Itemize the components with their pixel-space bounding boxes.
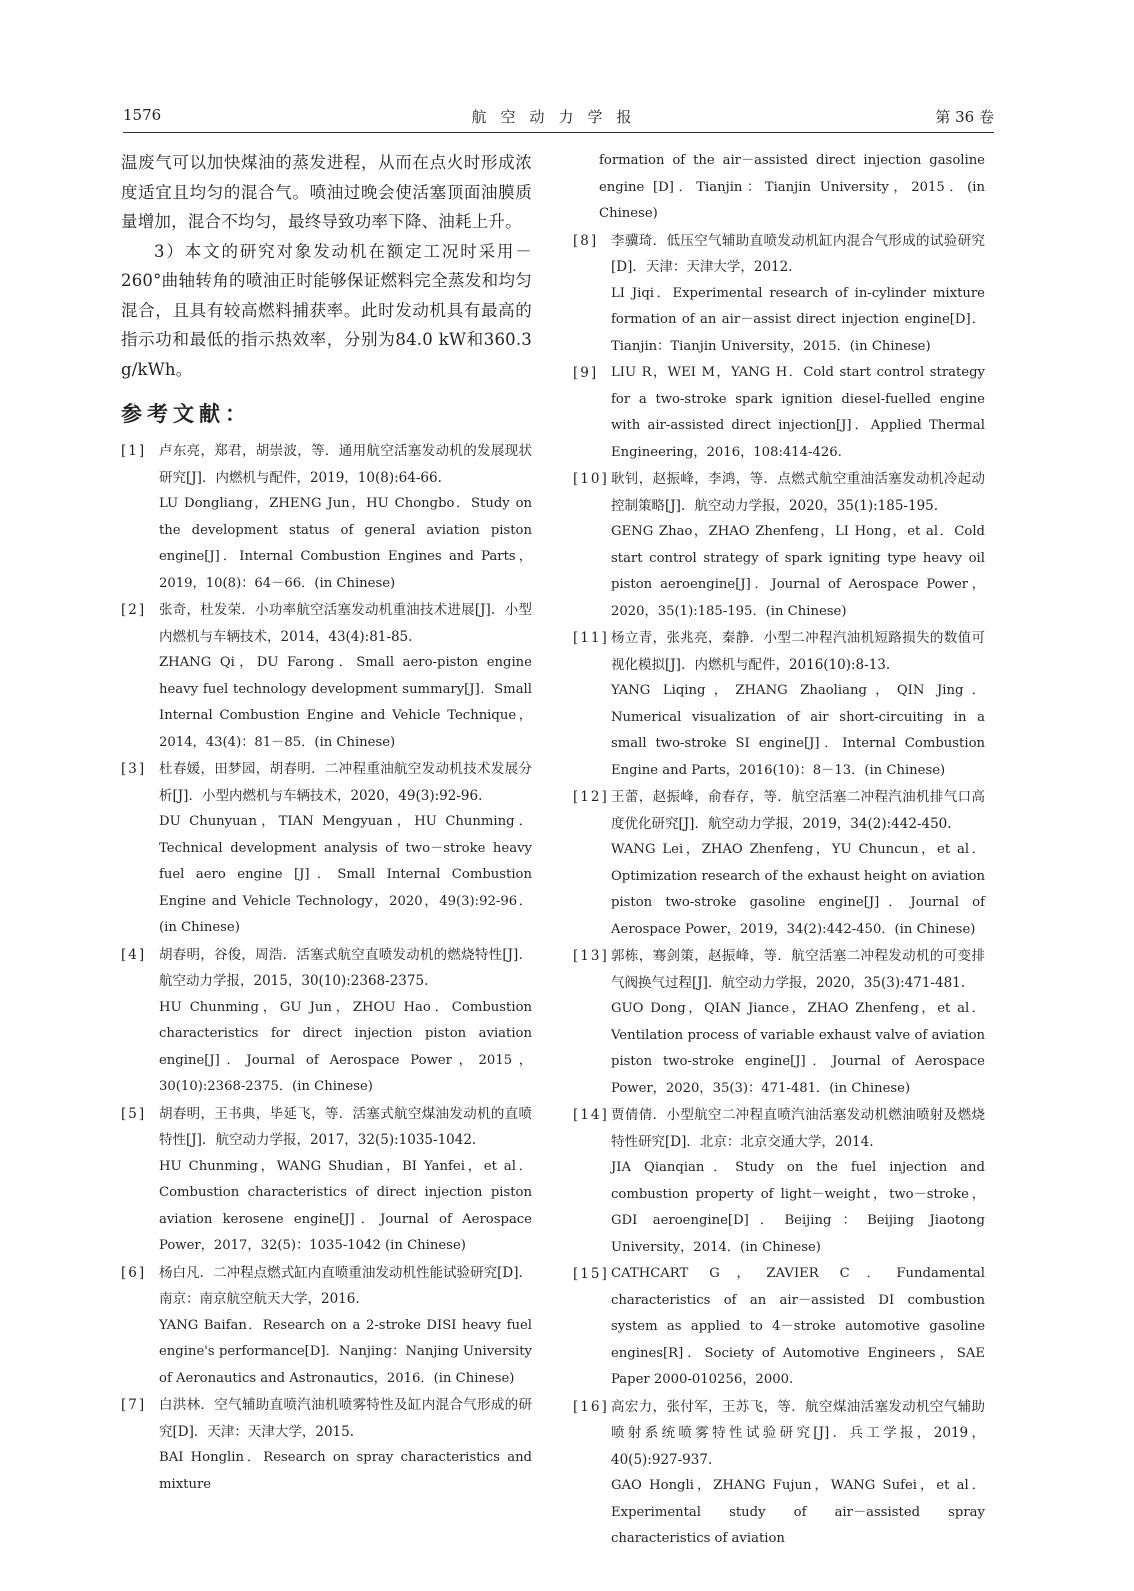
paragraph-2: 3）本文的研究对象发动机在额定工况时采用－260°曲轴转角的喷油正时能够保证燃料完全蒸发和均匀混合，且具有较高燃料捕获率。此时发动机具有最高的指示功和最低的指示热效率，分别为84.0 kW和360.3 g/kWh。 (121, 241, 532, 379)
reference-chinese: 杨立青，张兆亮，秦静．小型二冲程汽油机短路损失的数值可视化模拟[J]．内燃机与配件，2016(10):8-13. (611, 630, 985, 673)
journal-title: 航空动力学报 (471, 108, 646, 126)
reference-item (573, 1261, 985, 1394)
references-list-right (573, 148, 985, 1553)
reference-number: [11] (573, 630, 609, 646)
page-header (123, 102, 994, 133)
reference-english: BAI Honglin．Research on spray characteristics and mixture (159, 1450, 532, 1492)
reference-chinese: 王蕾，赵振峰，俞春存，等．航空活塞二冲程汽油机排气口高度优化研究[J]．航空动力学报，2019，34(2):442-450. (611, 789, 985, 832)
reference-item (121, 756, 532, 942)
reference-english: GENG Zhao，ZHAO Zhenfeng，LI Hong，et al．Cold start control strategy of spark igniting type heavy oil piston aeroengine[J]．Journal of Aerospace Power，2020，35(1):185-195．(in Chinese) (611, 524, 985, 619)
reference-english: DU Chunyuan，TIAN Mengyuan，HU Chunming．Technical development analysis of two－stroke heavy fuel aero engine [J]．Small Internal Combustion Engine and Vehicle Technology，2020，49(3):92-96．(in Chinese) (159, 814, 532, 935)
reference-item (573, 784, 985, 943)
reference-chinese: 高宏力，张付军，王苏飞，等．航空煤油活塞发动机空气辅助喷射系统喷雾特性试验研究[J]．兵工学报，2019，40(5):927-937. (611, 1398, 985, 1468)
references-heading: 参考文献： (121, 402, 251, 426)
reference-chinese: 李骥琦．低压空气辅助直喷发动机缸内混合气形成的试验研究[D]．天津：天津大学，2012. (611, 232, 985, 275)
reference-number: [3] (121, 761, 147, 777)
reference-english: LI Jiqi．Experimental research of in-cylinder mixture formation of an air－assist direct injection engine[D]．Tianjin：Tianjin University，2015．(in Chinese) (611, 285, 985, 354)
reference-item (573, 943, 985, 1102)
reference-item (121, 1260, 532, 1393)
reference-number: [2] (121, 602, 147, 618)
reference-english: YANG Baifan．Research on a 2-stroke DISI heavy fuel engine's performance[D]．Nanjing：Nanjing University of Aeronautics and Astronautics，2016．(in Chinese) (159, 1317, 532, 1386)
reference-number: [16] (573, 1398, 609, 1415)
reference-number: [12] (573, 789, 609, 805)
reference-english: HU Chunming，WANG Shudian，BI Yanfei，et al．Combustion characteristics of direct injection piston aviation kerosene engine[J]．Journal of Aerospace Power，2017，32(5)：1035-1042 (in Chinese) (159, 1158, 532, 1253)
references-list-left (121, 438, 532, 1498)
reference-number: [6] (121, 1264, 147, 1281)
reference-chinese: 杨白凡．二冲程点燃式缸内直喷重油发动机性能试验研究[D]．南京：南京航空航天大学，2016. (159, 1264, 532, 1307)
reference-chinese: 张奇，杜发荣．小功率航空活塞发动机重油技术进展[J]．小型内燃机与车辆技术，2014，43(4):81-85. (159, 602, 532, 645)
reference-english: ZHANG Qi，DU Farong．Small aero-piston engine heavy fuel technology development summary[J]．Small Internal Combustion Engine and Vehicle Technique，2014，43(4)：81－85．(in Chinese) (159, 655, 532, 750)
reference-chinese: 胡春明，谷俊，周浩．活塞式航空直喷发动机的燃烧特性[J]．航空动力学报，2015，30(10):2368-2375. (159, 946, 532, 989)
reference-number: [10] (573, 471, 609, 487)
reference-chinese: 卢东亮，郑君，胡崇波，等．通用航空活塞发动机的发展现状研究[J]．内燃机与配件，2019，10(8):64-66. (159, 443, 532, 486)
reference-english: WANG Lei，ZHAO Zhenfeng，YU Chuncun，et al．Optimization research of the exhaust height on aviation piston two-stroke gasoline engine[J]．Journal of Aerospace Power，2019，34(2):442-450．(in Chinese) (611, 842, 985, 937)
reference-number: [8] (573, 232, 599, 249)
reference-english: CATHCART G，ZAVIER C．Fundamental characteristics of an air－assisted DI combustion system as applied to 4－stroke automotive gasoline engines[R]．Society of Automotive Engineers，SAE Paper 2000-010256，2000. (611, 1266, 985, 1387)
reference-number: [13] (573, 948, 609, 964)
reference-item (573, 148, 985, 228)
reference-chinese: 杜春媛，田梦园，胡春明．二冲程重油航空发动机技术发展分析[J]．小型内燃机与车辆技术，2020，49(3):92-96. (159, 761, 532, 804)
reference-english: LU Dongliang，ZHENG Jun，HU Chongbo．Study on the development status of general aviation piston engine[J]．Internal Combustion Engines and Parts，2019，10(8)：64－66．(in Chinese) (159, 496, 532, 591)
reference-number: [9] (573, 365, 599, 381)
page-number: 1576 (123, 106, 162, 124)
reference-item (121, 1392, 532, 1498)
reference-item (121, 438, 532, 597)
reference-item (573, 1102, 985, 1261)
reference-number: [4] (121, 946, 147, 963)
reference-chinese: 胡春明，王书典，毕延飞，等．活塞式航空煤油发动机的直喷特性[J]．航空动力学报，2017，32(5):1035-1042. (159, 1105, 532, 1148)
reference-item (573, 228, 985, 361)
reference-english: GUO Dong，QIAN Jiance，ZHAO Zhenfeng，et al．Ventilation process of variable exhaust valve of aviation piston two-stroke engine[J]．Journal of Aerospace Power，2020，35(3)：471-481．(in Chinese) (611, 1001, 985, 1096)
reference-chinese: 郭栋，骞剑策，赵振峰，等．航空活塞二冲程发动机的可变排气阀换气过程[J]．航空动力学报，2020，35(3):471-481. (611, 948, 985, 991)
reference-item (121, 597, 532, 756)
body-text (121, 148, 532, 384)
reference-number: [14] (573, 1107, 609, 1123)
reference-english: LIU R，WEI M，YANG H．Cold start control strategy for a two-stroke spark ignition diesel-fuelled engine with air-assisted direct injection[J]．Applied Thermal Engineering，2016，108:414-426. (611, 365, 985, 460)
reference-item (573, 466, 985, 625)
reference-chinese: 白洪林．空气辅助直喷汽油机喷雾特性及缸内混合气形成的研究[D]．天津：天津大学，2015. (159, 1397, 532, 1440)
reference-english: GAO Hongli，ZHANG Fujun，WANG Sufei，et al．Experimental study of air－assisted spray characteristics of aviation (611, 1478, 985, 1546)
reference-english: YANG Liqing，ZHANG Zhaoliang，QIN Jing．Numerical visualization of air short-circuiting in a small two-stroke SI engine[J]．Internal Combustion Engine and Parts，2016(10)：8－13．(in Chinese) (611, 683, 985, 778)
reference-number: [15] (573, 1266, 609, 1282)
reference-english: JIA Qianqian．Study on the fuel injection and combustion property of light－weight，two－stroke，GDI aeroengine[D]．Beijing：Beijing Jiaotong University，2014．(in Chinese) (611, 1160, 985, 1255)
left-column (121, 148, 532, 1498)
reference-chinese: 贾倩倩．小型航空二冲程直喷汽油活塞发动机燃油喷射及燃烧特性研究[D]．北京：北京交通大学，2014. (611, 1107, 985, 1150)
reference-english: formation of the air－assisted direct injection gasoline engine [D]．Tianjin：Tianjin University，2015．(in Chinese) (599, 153, 985, 221)
reference-item (573, 360, 985, 466)
reference-number: [1] (121, 443, 147, 459)
paragraph-1: 温废气可以加快煤油的蒸发进程，从而在点火时形成浓度适宜且均匀的混合气。喷油过晚会使活塞顶面油膜质量增加，混合不均匀，最终导致功率下降、油耗上升。 (121, 153, 532, 231)
reference-item (573, 1394, 985, 1553)
reference-item (121, 1101, 532, 1260)
volume-label: 第 36 卷 (935, 108, 994, 126)
reference-number: [5] (121, 1105, 147, 1122)
reference-item (573, 625, 985, 784)
reference-english: HU Chunming，GU Jun，ZHOU Hao．Combustion characteristics for direct injection piston aviation engine[J]．Journal of Aerospace Power，2015，30(10):2368-2375．(in Chinese) (159, 999, 532, 1094)
reference-item (121, 942, 532, 1101)
reference-number: [7] (121, 1397, 147, 1413)
reference-chinese: 耿钊，赵振峰，李鸿，等．点燃式航空重油活塞发动机冷起动控制策略[J]．航空动力学报，2020，35(1):185-195. (611, 471, 985, 514)
right-column (573, 148, 985, 1553)
